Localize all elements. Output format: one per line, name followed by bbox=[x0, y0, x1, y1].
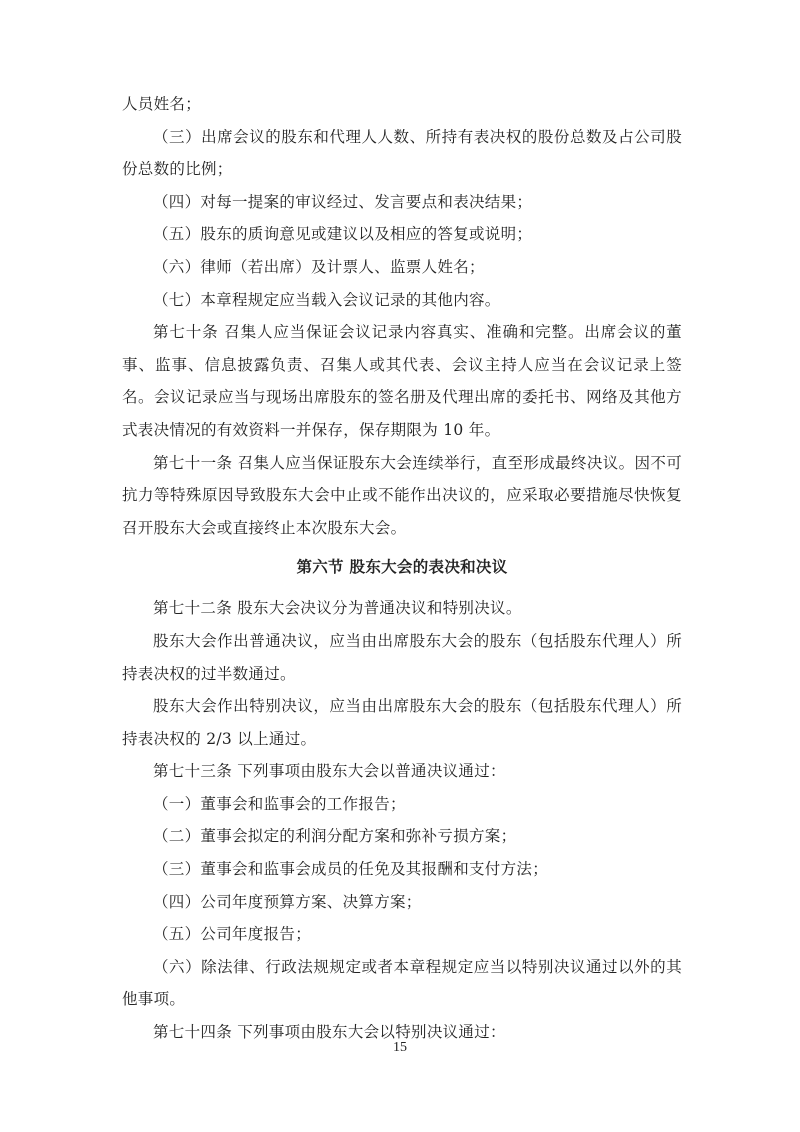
list-item: （三）董事会和监事会成员的任免及其报酬和支付方法； bbox=[153, 860, 549, 879]
article-71: 第七十一条 召集人应当保证股东大会连续举行，直至形成最终决议。因不可抗力等特殊原因导致股东大会中止或不能作出决议的，应采取必要措施尽快恢复召开股东大会或直接终止本次股东大会。 bbox=[122, 453, 682, 537]
article-70: 第七十条 召集人应当保证会议记录内容真实、准确和完整。出席会议的董事、监事、信息披露负责、召集人或其代表、会议主持人应当在会议记录上签名。会议记录应当与现场出席股东的签名册及代理出席的委托书、网络及其他方式表决情况的有效资料一并保存，保存期限为 10 年。 bbox=[122, 323, 682, 439]
paragraph: （四）对每一提案的审议经过、发言要点和表决结果； bbox=[153, 192, 533, 211]
paragraph: （七）本章程规定应当载入会议记录的其他内容。 bbox=[153, 290, 501, 309]
paragraph: （六）律师（若出席）及计票人、监票人姓名； bbox=[153, 257, 485, 276]
list-item: （四）公司年度预算方案、决算方案； bbox=[153, 892, 422, 911]
list-item: （一）董事会和监事会的工作报告； bbox=[153, 794, 406, 813]
article-73: 第七十三条 下列事项由股东大会以普通决议通过： bbox=[153, 762, 506, 781]
article-72: 第七十二条 股东大会决议分为普通决议和特别决议。 bbox=[153, 599, 522, 618]
page-number: 15 bbox=[393, 1040, 407, 1055]
article-74: 第七十四条 下列事项由股东大会以特别决议通过： bbox=[153, 1023, 506, 1042]
list-item: （六）除法律、行政法规规定或者本章程规定应当以特别决议通过以外的其他事项。 bbox=[122, 957, 682, 1009]
paragraph: 股东大会作出普通决议，应当由出席股东大会的股东（包括股东代理人）所持表决权的过半数通过。 bbox=[122, 631, 682, 683]
paragraph: 人员姓名； bbox=[122, 95, 202, 113]
paragraph: 股东大会作出特别决议，应当由出席股东大会的股东（包括股东代理人）所持表决权的 2/3 以上通过。 bbox=[122, 697, 682, 748]
section-heading: 第六节 股东大会的表决和决议 bbox=[296, 558, 508, 577]
list-item: （五）公司年度报告； bbox=[153, 925, 312, 944]
paragraph: （三）出席会议的股东和代理人人数、所持有表决权的股份总数及占公司股份总数的比例； bbox=[122, 127, 682, 179]
document-body bbox=[122, 88, 682, 1049]
paragraph: （五）股东的质询意见或建议以及相应的答复或说明； bbox=[153, 225, 533, 244]
list-item: （二）董事会拟定的利润分配方案和弥补亏损方案； bbox=[153, 827, 517, 846]
